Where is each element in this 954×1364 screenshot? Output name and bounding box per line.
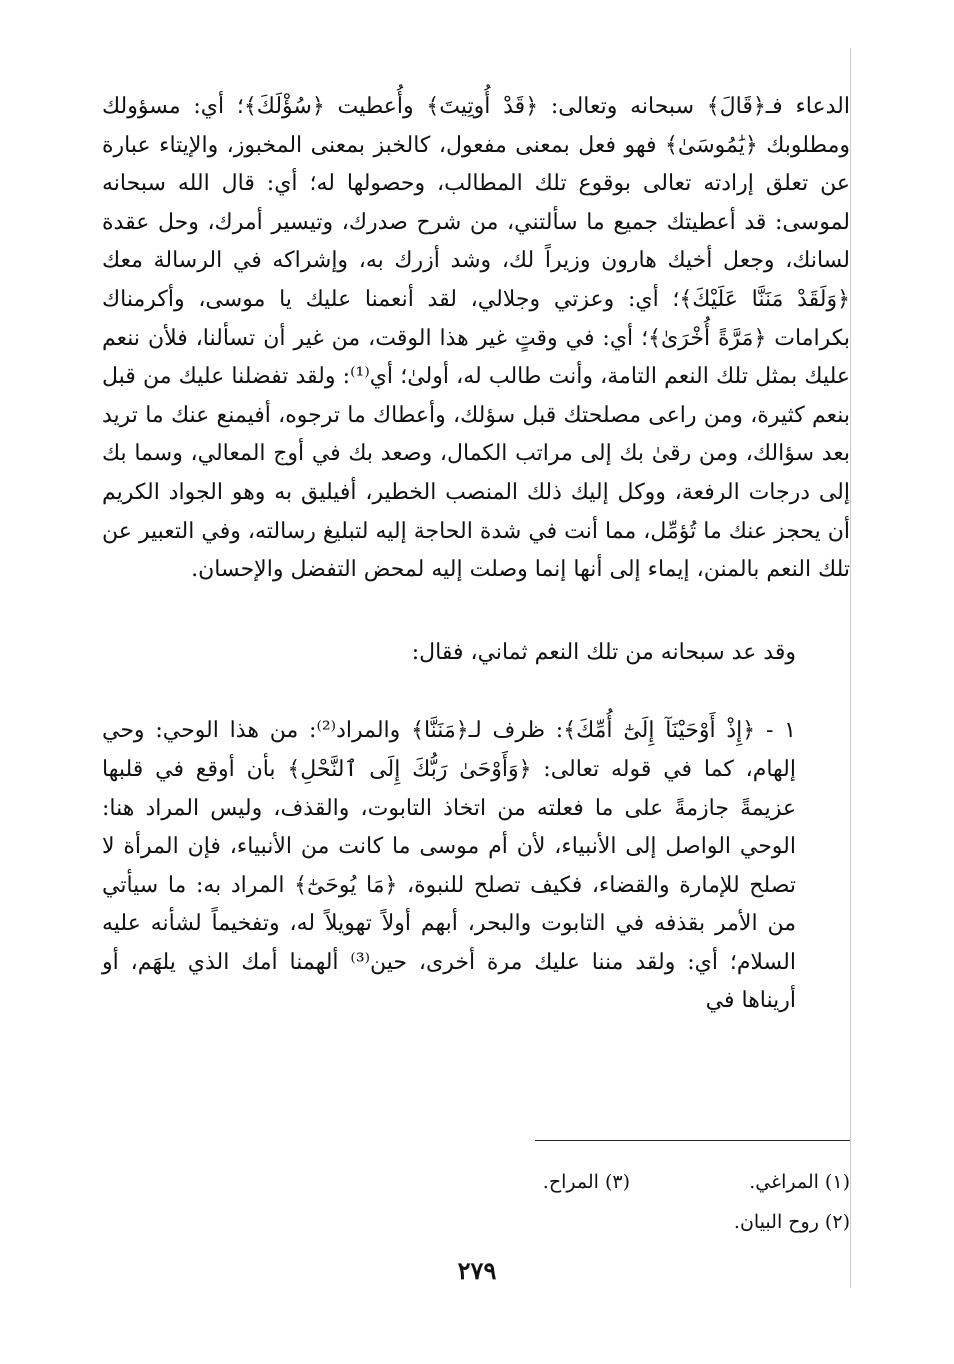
margin-rule <box>850 48 851 1288</box>
paragraph-2: وقد عد سبحانه من تلك النعم ثماني، فقال: <box>411 639 796 665</box>
footnotes <box>102 1162 850 1242</box>
footnote-row <box>102 1202 850 1242</box>
paragraph-spacer <box>102 672 850 712</box>
footnote-1: (١) المراغي. <box>749 1171 850 1193</box>
page-number: ٢٧٩ <box>457 1256 497 1285</box>
main-text <box>102 88 850 1021</box>
footnote-row <box>102 1162 850 1202</box>
paragraph-spacer <box>102 590 850 634</box>
footnote-2: (٢) روح البيان. <box>733 1211 850 1233</box>
footnote-separator <box>535 1140 850 1141</box>
paragraph-1: الدعاء فـ﴿قَالَ﴾ سبحانه وتعالى: ﴿قَدْ أُوتِيتَ﴾ وأُعطيت ﴿سُؤْلَكَ﴾؛ أي: مسؤولك ومطلوبك ﴿يَٰمُوسَىٰ﴾ فهو فعل بمعنى مفعول، كالخبز بمعنى المخبوز، والإيتاء عبارة عن تعلق إرادته تعالى بوقوع تلك المطالب، وحصولها له؛ أي: قال الله سبحانه لموسى: قد أعطيتك جميع ما سألتني، من شرح صدرك، وتيسير أمرك، وحل عقدة لسانك، وجعل أخيك هارون وزيراً لك، وشد أزرك به، وإشراكه في الرسالة معك ﴿وَلَقَدْ مَنَنَّا عَلَيْكَ﴾؛ أي: وعزتي وجلالي، لقد أنعمنا عليك يا موسى، وأكرمناك بكرامات ﴿مَرَّةً أُخْرَىٰ﴾؛ أي: في وقتٍ غير هذا الوقت، من غير أن تسألنا، فلأن ننعم عليك بمثل تلك النعم التامة، وأنت طالب له، أولىٰ؛ أي⁽¹⁾: ولقد تفضلنا عليك من قبل بنعم كثيرة، ومن راعى مصلحتك قبل سؤلك، وأعطاك ما ترجوه، أفيمنع عنك ما تريد بعد سؤالك، ومن رقىٰ بك إلى مراتب الكمال، وصعد بك في أوج المعالي، وسما بك إلى درجات الرفعة، ووكل إليك ذلك المنصب الخطير، أفيليق به وهو الجواد الكريم أن يحجز عنك ما تُؤمِّل، مما أنت في شدة الحاجة إليه لتبليغ رسالته، وفي التعبير عن تلك النعم بالمنن، إيماء إلى أنها إنما وصلت إليه لمحض التفضل والإحسان. <box>102 94 850 583</box>
paragraph-3: ١ - ﴿إِذْ أَوْحَيْنَآ إِلَىٰٓ أُمِّكَ﴾: ظرف لـ﴿مَنَنَّا﴾ والمراد⁽²⁾: من هذا الوحي: وحي إلهام، كما في قوله تعالى: ﴿وَأَوْحَىٰ رَبُّكَ إِلَى ٱلنَّحْلِ﴾ بأن أوقع في قلبها عزيمةً جازمةً على ما فعلته من اتخاذ التابوت، والقذف، وليس المراد هنا: الوحي الواصل إلى الأنبياء، لأن أم موسى ما كانت من الأنبياء، فإن المرأة لا تصلح للإمارة والقضاء، فكيف تصلح للنبوة، ﴿مَا يُوحَىٰٓ﴾ المراد به: ما سيأتي من الأمر بقذفه في التابوت والبحر، أبهم أولاً تهويلاً له، وتفخيماً لشأنه عليه السلام؛ أي: ولقد مننا عليك مرة أخرى، حين⁽³⁾ ألهمنا أمك الذي يلهَم، أو أريناها في <box>102 718 797 1014</box>
footnote-3: (٣) المراح. <box>542 1171 630 1193</box>
